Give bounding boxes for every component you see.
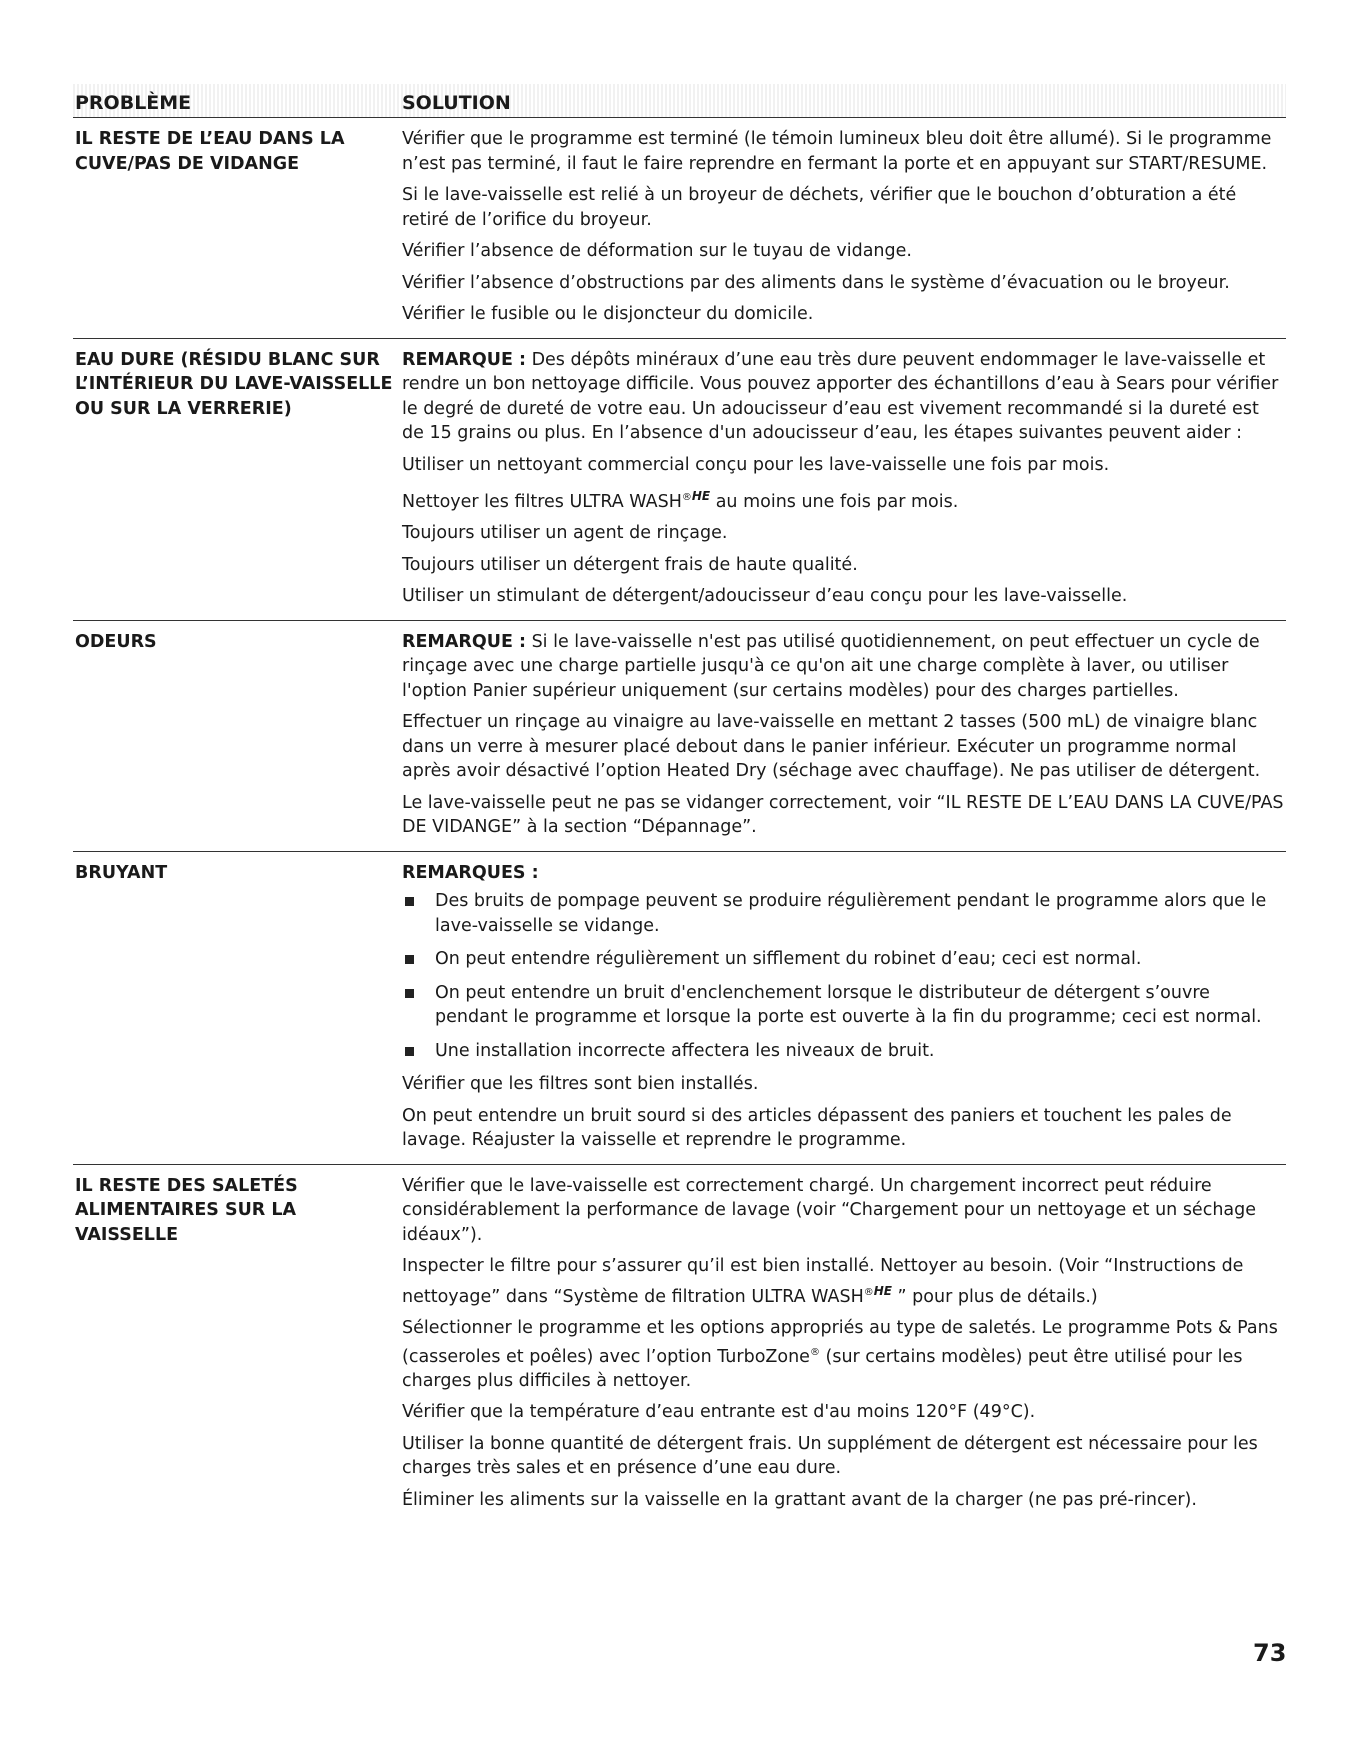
- solution-paragraph: Si le lave-vaisselle est relié à un broyeur de déchets, vérifier que le bouchon d’obturation a été retiré de l’orifice du broyeur.: [402, 185, 1237, 230]
- registered-mark: ®: [681, 492, 692, 503]
- registered-mark: ®: [863, 1286, 874, 1298]
- solution-paragraph: Toujours utiliser un détergent frais de haute qualité.: [402, 554, 858, 575]
- text-span: Sélectionner le programme et les options appropriés au type de saletés. Le programme Pots & Pans (casseroles et poêles) avec l’option TurboZone: [402, 1318, 1278, 1367]
- problem-cell: EAU DURE (RÉSIDU BLANC SUR L’INTÉRIEUR DU LAVE-VAISSELLE OU SUR LA VERRERIE): [75, 349, 393, 419]
- table-row: [73, 339, 1286, 621]
- solution-paragraph: Vérifier le fusible ou le disjoncteur du domicile.: [402, 304, 814, 324]
- solution-paragraph: Vérifier que le lave-vaisselle est correctement chargé. Un chargement incorrect peut réduire considérablement la performance de lavage (voir “Chargement pour un nettoyage et un séchage idéaux”).: [402, 1175, 1257, 1245]
- solution-paragraph: Vérifier l’absence d’obstructions par des aliments dans le système d’évacuation ou le broyeur.: [402, 272, 1230, 293]
- solution-paragraph: [402, 1316, 1286, 1393]
- table-row: [73, 118, 1286, 339]
- problem-cell: ODEURS: [75, 631, 157, 652]
- problem-cell: BRUYANT: [75, 862, 168, 883]
- note-paragraph: [402, 630, 1286, 704]
- solution-cell: [402, 861, 1286, 1160]
- troubleshooting-table: [73, 84, 1286, 1523]
- solution-cell: [402, 127, 1286, 334]
- solution-paragraph: Éliminer les aliments sur la vaisselle en la grattant avant de la charger (ne pas pré-rincer).: [402, 1489, 1197, 1510]
- he-mark: HE: [691, 489, 711, 503]
- table-row: [73, 621, 1286, 852]
- list-item: [402, 889, 1286, 938]
- solution-paragraph: On peut entendre un bruit sourd si des articles dépassent des paniers et touchent les pales de lavage. Réajuster la vaisselle et reprendre le programme.: [402, 1105, 1232, 1151]
- problem-cell: IL RESTE DE L’EAU DANS LA CUVE/PAS DE VIDANGE: [75, 129, 345, 174]
- note-paragraph: [402, 348, 1286, 446]
- text-span: au moins une fois par mois.: [710, 491, 959, 512]
- solution-paragraph: Utiliser la bonne quantité de détergent frais. Un supplément de détergent est nécessaire pour les charges très sales et en présence d’une eau dure.: [402, 1433, 1258, 1479]
- list-item-text: Une installation incorrecte affectera les niveaux de bruit.: [435, 1040, 935, 1061]
- notes-list: [402, 889, 1286, 1063]
- note-label: REMARQUES :: [402, 862, 539, 883]
- problem-cell: IL RESTE DES SALETÉS ALIMENTAIRES SUR LA VAISSELLE: [75, 1175, 298, 1245]
- note-label: REMARQUE :: [402, 631, 526, 652]
- solution-paragraph: [402, 1254, 1286, 1309]
- text-span: Inspecter le filtre pour s’assurer qu’il est bien installé. Nettoyer au besoin. (Voir “Instructions de nettoyage” dans “Système de filtration ULTRA WASH: [402, 1256, 1244, 1307]
- bullet-square-icon: [405, 989, 414, 998]
- registered-mark: ®: [809, 1346, 820, 1358]
- list-item: [402, 1039, 1286, 1064]
- solution-paragraph: Vérifier l’absence de déformation sur le tuyau de vidange.: [402, 241, 912, 261]
- solution-paragraph: Vérifier que le programme est terminé (le témoin lumineux bleu doit être allumé). Si le programme n’est pas terminé, il faut le faire reprendre en fermant la porte et en appuyant sur START/RESUME.: [402, 129, 1272, 174]
- solution-cell: [402, 348, 1286, 616]
- list-item: [402, 981, 1286, 1030]
- solution-cell: [402, 630, 1286, 847]
- page-number: 73: [1253, 1639, 1287, 1667]
- bullet-square-icon: [405, 955, 414, 964]
- solution-paragraph: Toujours utiliser un agent de rinçage.: [402, 523, 728, 544]
- solution-paragraph: Utiliser un stimulant de détergent/adoucisseur d’eau conçu pour les lave-vaisselle.: [402, 586, 1128, 607]
- solution-header: SOLUTION: [402, 92, 511, 114]
- list-item-text: On peut entendre un bruit d'enclenchement lorsque le distributeur de détergent s’ouvre pendant le programme et lorsque la porte est ouverte à la fin du programme; ceci est normal.: [435, 982, 1262, 1028]
- note-text: Des dépôts minéraux d’une eau très dure peuvent endommager le lave-vaisselle et rendre un bon nettoyage difficile. Vous pouvez apporter des échantillons d’eau à Sears pour vérifier le degré de dureté de votre eau. Un adoucisseur d’eau est vivement recommandé si la dureté est de 15 grains ou plus. En l’absence d'un adoucisseur d’eau, les étapes suivantes peuvent aider :: [402, 349, 1279, 443]
- table-header: [73, 84, 1286, 118]
- bullet-square-icon: [405, 1047, 414, 1056]
- bullet-square-icon: [405, 897, 414, 906]
- text-span: Nettoyer les filtres ULTRA WASH: [402, 491, 682, 512]
- table-row: [73, 852, 1286, 1165]
- solution-paragraph: Vérifier que la température d’eau entrante est d'au moins 120°F (49°C).: [402, 1402, 1036, 1423]
- solution-cell: [402, 1174, 1286, 1520]
- solution-paragraph: Utiliser un nettoyant commercial conçu pour les lave-vaisselle une fois par mois.: [402, 454, 1110, 475]
- note-text: Si le lave-vaisselle n'est pas utilisé quotidiennement, on peut effectuer un cycle de rinçage avec une charge partielle jusqu'à ce qu'on ait une charge complète à laver, ou utiliser l'option Panier supérieur uniquement (sur certains modèles) pour des charges partielles.: [402, 631, 1260, 701]
- text-span: ” pour plus de détails.): [891, 1286, 1098, 1307]
- list-item-text: Des bruits de pompage peuvent se produire régulièrement pendant le programme alors que le lave-vaisselle se vidange.: [435, 891, 1267, 936]
- text-span: (sur certains modèles) peut être utilisé pour les charges plus difficiles à nettoyer.: [402, 1346, 1243, 1391]
- list-item: [402, 947, 1286, 972]
- solution-paragraph: Effectuer un rinçage au vinaigre au lave-vaisselle en mettant 2 tasses (500 mL) de vinaigre blanc dans un verre à mesurer placé debout dans le panier inférieur. Exécuter un programme normal après avoir désactivé l’option Heated Dry (séchage avec chauffage). Ne pas utiliser de détergent.: [402, 712, 1261, 782]
- note-label: REMARQUE :: [402, 349, 526, 370]
- solution-paragraph: Le lave-vaisselle peut ne pas se vidanger correctement, voir “IL RESTE DE L’EAU DANS LA CUVE/PAS DE VIDANGE” à la section “Dépannage”.: [402, 792, 1284, 838]
- list-item-text: On peut entendre régulièrement un sifflement du robinet d’eau; ceci est normal.: [435, 949, 1142, 970]
- solution-paragraph: [402, 484, 1286, 514]
- he-mark: HE: [873, 1283, 892, 1298]
- problem-header: PROBLÈME: [75, 92, 192, 114]
- solution-paragraph: Vérifier que les filtres sont bien installés.: [402, 1074, 759, 1095]
- table-row: [73, 1165, 1286, 1524]
